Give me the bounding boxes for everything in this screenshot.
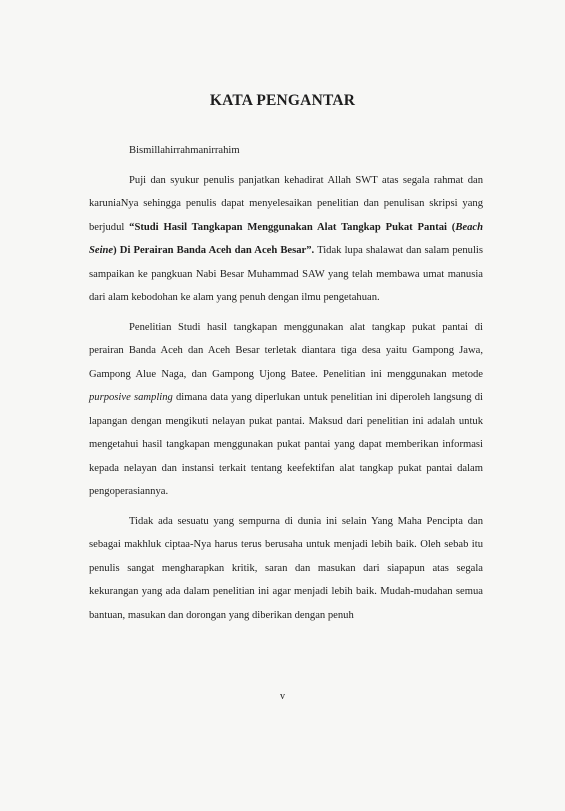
thesis-title-term: Beach Seine: [89, 221, 484, 256]
paragraph-2-intro: Penelitian Studi hasil tangkapan menggunakan alat tangkap pukat pantai di perairan Banda Aceh dan Aceh Besar terletak diantara tiga desa yaitu Gampong Jawa, Gampong Alue Naga, dan Gampong Ujong Batee. Penelitian ini menggunakan metode: [89, 321, 483, 380]
thesis-title-part-2: ) Di Perairan Banda Aceh dan Aceh Besar”.: [113, 245, 315, 256]
paragraph-3: Tidak ada sesuatu yang sempurna di dunia ini selain Yang Maha Pencipta dan sebagai makhluk ciptaa-Nya harus terus berusaha untuk menjadi lebih baik. Oleh sebab itu penulis sangat mengharapkan kritik, saran dan masukan dari siapapun atas segala kekurangan yang ada dalam penelitian ini agar menjadi lebih baik. Mudah-mudahan semua bantuan, masukan dan dorongan yang diberikan dengan penuh: [89, 515, 483, 621]
method-term: purposive sampling: [89, 392, 173, 403]
paragraph-2: [89, 316, 483, 504]
thesis-title-part-1: “Studi Hasil Tangkapan Menggunakan Alat Tangkap Pukat Pantai (: [129, 221, 456, 233]
page-number: v: [280, 691, 285, 702]
paragraph-1-rest: Tidak lupa shalawat dan salam penulis sampaikan ke pangkuan Nabi Besar Muhammad SAW yang telah membawa umat manusia dari alam kebodohan ke alam yang penuh dengan ilmu pengetahuan.: [89, 245, 483, 303]
paragraph-1: [89, 169, 483, 310]
paragraph-2-rest: dimana data yang diperlukan untuk penelitian ini diperoleh langsung di lapangan dengan mengikuti nelayan pukat pantai. Maksud dari penelitian ini adalah untuk mengetahui hasil tangkapan menggunakan pukat pantai yang dapat memberikan informasi kepada nelayan dan instansi terkait tentang keefektifan alat tangkap pukat pantai dalam pengoperasiannya.: [89, 392, 483, 497]
body-text: [89, 139, 483, 627]
greeting-line: Bismillahirrahmanirrahim: [129, 145, 240, 156]
paragraph-1-intro: Puji dan syukur penulis panjatkan kehadirat Allah SWT atas segala rahmat dan karuniaNya sehingga penulis dapat menyelesaikan penelitian dan penulisan skripsi yang berjudul: [89, 174, 483, 233]
page-title: KATA PENGANTAR: [209, 92, 356, 109]
